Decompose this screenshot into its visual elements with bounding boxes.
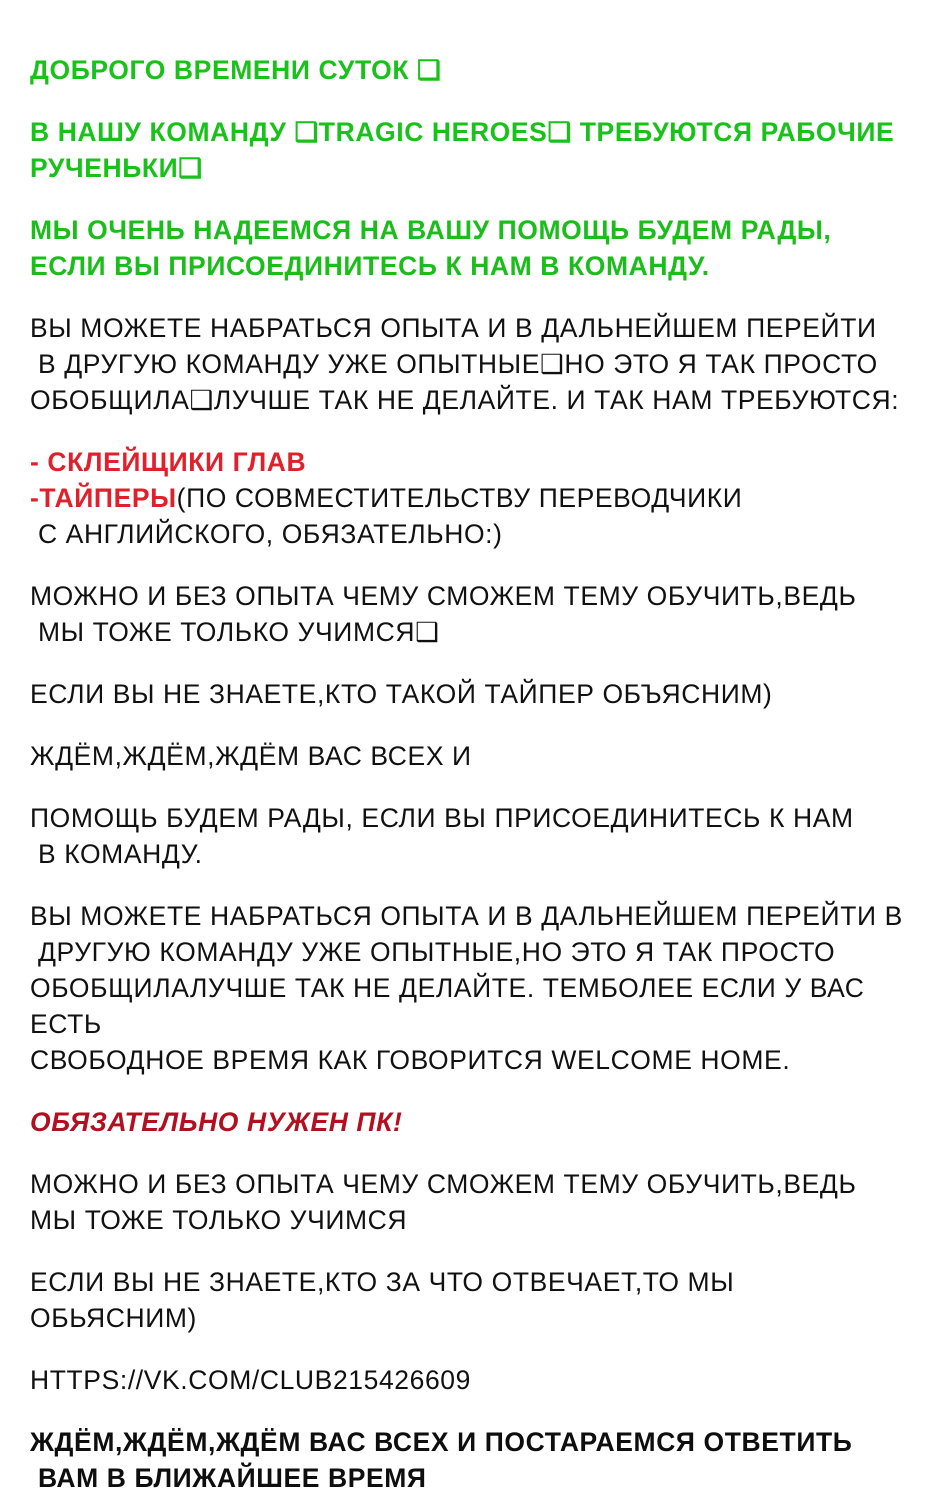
text-line: МОЖНО И БЕЗ ОПЫТА ЧЕМУ СМОЖЕМ ТЕМУ ОБУЧИТЬ,ВЕДЬ bbox=[30, 581, 857, 611]
paragraph-no-experience-first bbox=[30, 578, 906, 650]
text-line: ВЫ МОЖЕТЕ НАБРАТЬСЯ ОПЫТА И В ДАЛЬНЕЙШЕМ ПЕРЕЙТИ В bbox=[30, 901, 903, 931]
text-line: ЕСЛИ ВЫ ПРИСОЕДИНИТЕСЬ К НАМ В КОМАНДУ. bbox=[30, 251, 710, 281]
paragraph-explain-roles bbox=[30, 1264, 906, 1336]
text-line: ОБОБЩИЛАЛУЧШЕ ТАК НЕ ДЕЛАЙТЕ. ТЕМБОЛЕЕ ЕСЛИ У ВАС ЕСТЬ bbox=[30, 973, 873, 1039]
text-line: ДОБРОГО ВРЕМЕНИ СУТОК ❑ bbox=[30, 55, 442, 85]
text-line: МЫ ТОЖЕ ТОЛЬКО УЧИМСЯ bbox=[30, 1205, 408, 1235]
paragraph-waiting-first bbox=[30, 738, 906, 774]
text-line: ОБОБЩИЛА❑ЛУЧШЕ ТАК НЕ ДЕЛАЙТЕ. И ТАК НАМ ТРЕБУЮТСЯ: bbox=[30, 385, 900, 415]
role-item-typers bbox=[30, 480, 906, 516]
paragraph-recruit-call bbox=[30, 114, 906, 186]
text-line: В НАШУ КОМАНДУ ❑TRAGIC HEROES❑ ТРЕБУЮТСЯ РАБОЧИЕ bbox=[30, 117, 895, 147]
text-line: МОЖНО И БЕЗ ОПЫТА ЧЕМУ СМОЖЕМ ТЕМУ ОБУЧИТЬ,ВЕДЬ bbox=[30, 1169, 857, 1199]
text-line: В КОМАНДУ. bbox=[30, 839, 203, 869]
paragraph-experience-second bbox=[30, 898, 906, 1078]
text-line: МЫ ОЧЕНЬ НАДЕЕМСЯ НА ВАШУ ПОМОЩЬ БУДЕМ РАДЫ, bbox=[30, 215, 832, 245]
text-line: С АНГЛИЙСКОГО, ОБЯЗАТЕЛЬНО:) bbox=[30, 519, 503, 549]
role-label-typers: -ТАЙПЕРЫ bbox=[30, 483, 177, 513]
text-line: ВЫ МОЖЕТЕ НАБРАТЬСЯ ОПЫТА И В ДАЛЬНЕЙШЕМ ПЕРЕЙТИ bbox=[30, 313, 877, 343]
text-line: ЖДЁМ,ЖДЁМ,ЖДЁМ ВАС ВСЕХ И bbox=[30, 741, 472, 771]
text-line: РУЧЕНЬКИ❑ bbox=[30, 153, 203, 183]
paragraph-link bbox=[30, 1362, 906, 1398]
text-line: ЖДЁМ,ЖДЁМ,ЖДЁМ ВАС ВСЕХ И ПОСТАРАЕМСЯ ОТВЕТИТЬ bbox=[30, 1427, 853, 1457]
text-line: ДРУГУЮ КОМАНДУ УЖЕ ОПЫТНЫЕ,НО ЭТО Я ТАК ПРОСТО bbox=[30, 937, 836, 967]
paragraph-experience-first bbox=[30, 310, 906, 418]
paragraph-greeting bbox=[30, 52, 906, 88]
paragraph-explain-typer bbox=[30, 676, 906, 712]
text-line: ЕСЛИ ВЫ НЕ ЗНАЕТЕ,КТО ТАКОЙ ТАЙПЕР ОБЪЯСНИМ) bbox=[30, 679, 773, 709]
text-line: ПОМОЩЬ БУДЕМ РАДЫ, ЕСЛИ ВЫ ПРИСОЕДИНИТЕСЬ К НАМ bbox=[30, 803, 854, 833]
paragraph-roles-list bbox=[30, 444, 906, 552]
text-line: ЕСЛИ ВЫ НЕ ЗНАЕТЕ,КТО ЗА ЧТО ОТВЕЧАЕТ,ТО МЫ ОБЬЯСНИМ) bbox=[30, 1267, 743, 1333]
paragraph-hope-help bbox=[30, 212, 906, 284]
text-line: ОБЯЗАТЕЛЬНО НУЖЕН ПК! bbox=[30, 1107, 403, 1137]
vk-group-link[interactable]: HTTPS://VK.COM/CLUB215426609 bbox=[30, 1365, 471, 1395]
role-note-typers: (ПО СОВМЕСТИТЕЛЬСТВУ ПЕРЕВОДЧИКИ bbox=[176, 483, 743, 513]
paragraph-pc-required bbox=[30, 1104, 906, 1140]
text-line: ВАМ В БЛИЖАЙШЕЕ ВРЕМЯ bbox=[30, 1463, 427, 1493]
text-line: СВОБОДНОЕ ВРЕМЯ КАК ГОВОРИТСЯ WELCOME HOME. bbox=[30, 1045, 791, 1075]
paragraph-no-experience-second bbox=[30, 1166, 906, 1238]
text-line: В ДРУГУЮ КОМАНДУ УЖЕ ОПЫТНЫЕ❑НО ЭТО Я ТАК ПРОСТО bbox=[30, 349, 878, 379]
role-item-gluers: - СКЛЕЙЩИКИ ГЛАВ bbox=[30, 447, 307, 477]
paragraph-help-glad bbox=[30, 800, 906, 872]
paragraph-waiting-second bbox=[30, 1424, 906, 1496]
text-line: МЫ ТОЖЕ ТОЛЬКО УЧИМСЯ❑ bbox=[30, 617, 440, 647]
